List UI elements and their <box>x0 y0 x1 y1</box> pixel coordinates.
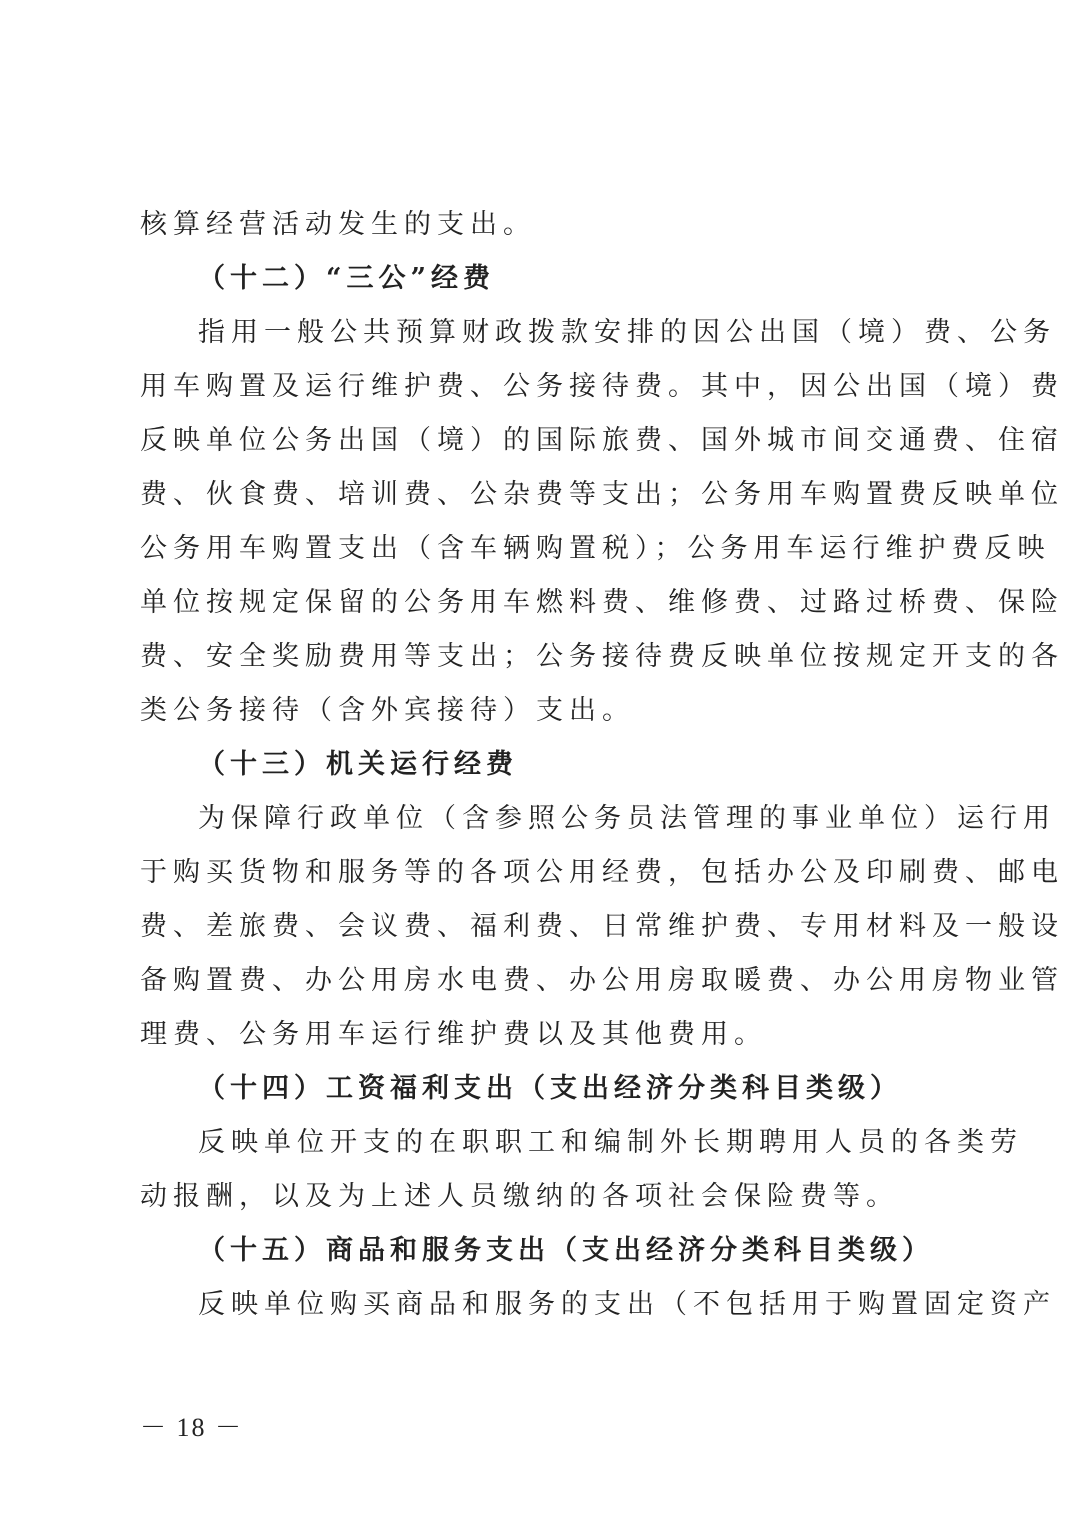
page-number: － 18 － <box>140 1413 244 1442</box>
paragraph-line: 费、伙食费、培训费、公杂费等支出；公务用车购置费反映单位 <box>140 479 1064 510</box>
section-heading-fourteen: （十四）工资福利支出（支出经济分类科目类级） <box>198 1073 902 1104</box>
section-heading-twelve: （十二）“三公”经费 <box>198 263 496 294</box>
paragraph-line: 指用一般公共预算财政拨款安排的因公出国（境）费、公务 <box>198 317 1056 348</box>
paragraph-line: 于购买货物和服务等的各项公用经费，包括办公及印刷费、邮电 <box>140 857 1064 888</box>
paragraph-line: 类公务接待（含外宾接待）支出。 <box>140 695 635 726</box>
paragraph-line: 用车购置及运行维护费、公务接待费。其中，因公出国（境）费 <box>140 371 1064 402</box>
paragraph-line: 动报酬，以及为上述人员缴纳的各项社会保险费等。 <box>140 1181 899 1212</box>
paragraph-line: 公务用车购置支出（含车辆购置税）；公务用车运行维护费反映 <box>140 533 1051 564</box>
paragraph-line: 单位按规定保留的公务用车燃料费、维修费、过路过桥费、保险 <box>140 587 1064 618</box>
paragraph-line: 核算经营活动发生的支出。 <box>140 209 536 240</box>
paragraph-line: 理费、公务用车运行维护费以及其他费用。 <box>140 1019 767 1050</box>
paragraph-line: 反映单位购买商品和服务的支出（不包括用于购置固定资产 <box>198 1289 1056 1320</box>
paragraph-line: 反映单位开支的在职职工和编制外长期聘用人员的各类劳 <box>198 1127 1023 1158</box>
paragraph-line: 反映单位公务出国（境）的国际旅费、国外城市间交通费、住宿 <box>140 425 1064 456</box>
paragraph-line: 为保障行政单位（含参照公务员法管理的事业单位）运行用 <box>198 803 1056 834</box>
paragraph-line: 备购置费、办公用房水电费、办公用房取暖费、办公用房物业管 <box>140 965 1064 996</box>
section-heading-fifteen: （十五）商品和服务支出（支出经济分类科目类级） <box>198 1235 934 1266</box>
paragraph-line: 费、差旅费、会议费、福利费、日常维护费、专用材料及一般设 <box>140 911 1064 942</box>
section-heading-thirteen: （十三）机关运行经费 <box>198 749 518 780</box>
paragraph-line: 费、安全奖励费用等支出；公务接待费反映单位按规定开支的各 <box>140 641 1064 672</box>
